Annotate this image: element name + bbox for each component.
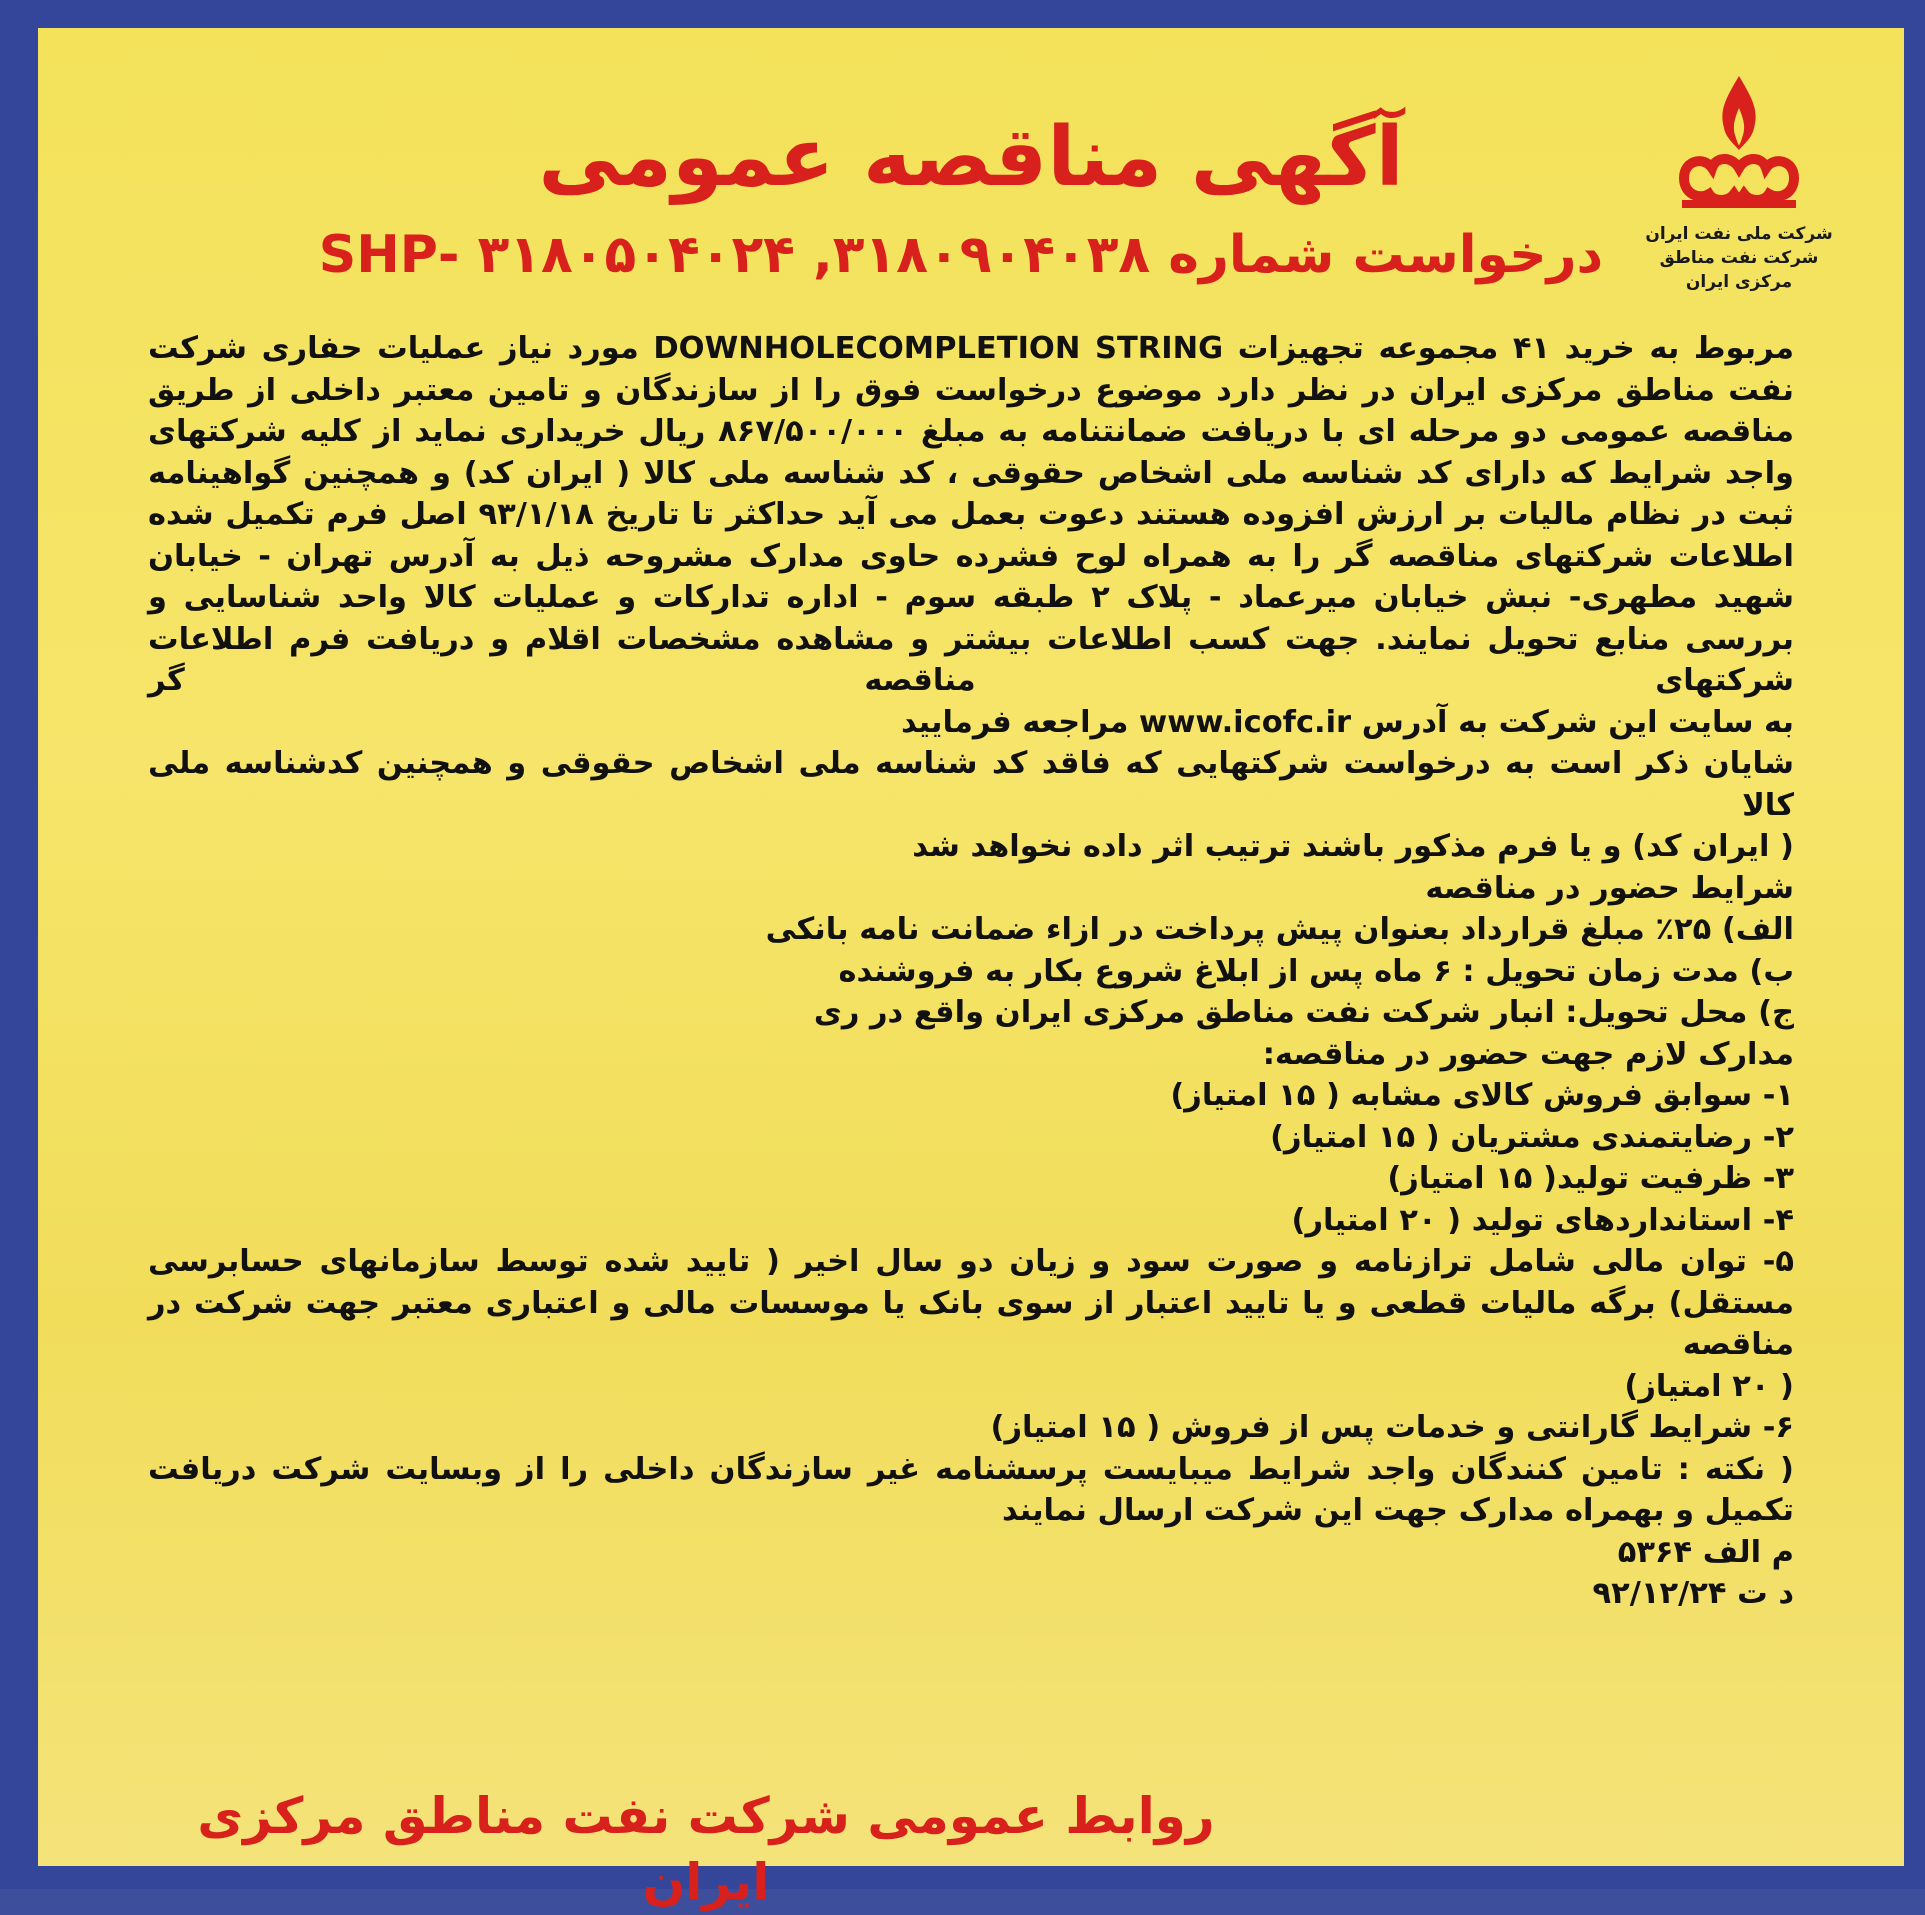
paragraph-notice-last-line: ( ایران کد) و یا فرم مذکور باشند ترتیب اثر داده نخواهد شد	[912, 829, 1794, 864]
condition-a: الف) ۲۵٪ مبلغ قرارداد بعنوان پیش پرداخت در ازاء ضمانت نامه بانکی	[765, 912, 1794, 947]
logo-line-1: شرکت ملی نفت ایران	[1645, 224, 1833, 244]
notice-title: آگهی مناقصه عمومی	[538, 110, 1404, 205]
conditions-heading: شرایط حضور در مناقصه	[1425, 870, 1794, 906]
reference-date: د ت ۹۲/۱۲/۲۴	[1592, 1576, 1794, 1611]
condition-c: ج) محل تحویل: انبار شرکت نفت مناطق مرکزی ایران واقع در ری	[813, 995, 1794, 1030]
document-item-1: ۱- سوابق فروش کالای مشابه ( ۱۵ امتیاز)	[1170, 1078, 1794, 1113]
company-logo	[1644, 68, 1834, 298]
note-text-last-line: تکمیل و بهمراه مدارک جهت این شرکت ارسال نمایند	[1002, 1493, 1794, 1528]
request-number: درخواست شماره ۳۱۸۰۹۰۴۰۳۸, ۳۱۸۰۵۰۴۰۲۴ -SHP	[318, 225, 1604, 285]
notice-paper	[38, 28, 1904, 1911]
document-item-3: ۳- ظرفیت تولید( ۱۵ امتیاز)	[1387, 1161, 1794, 1196]
note-text: ( نکته : تامین کنندگان واجد شرایط میبایست پرسشنامه غیر سازندگان داخلی را از وبسایت شرکت دریافت	[148, 1451, 1794, 1487]
paragraph-notice: شایان ذکر است به درخواست شرکتهایی که فاقد کد شناسه ملی اشخاص حقوقی و همچنین کدشناسه ملی کالا	[148, 746, 1794, 823]
document-item-2: ۲- رضایتمندی مشتریان ( ۱۵ امتیاز)	[1270, 1119, 1794, 1155]
reference-code: م الف ۵۳۶۴	[1617, 1534, 1794, 1570]
public-relations-signature: روابط عمومی شرکت نفت مناطق مرکزی ایران	[197, 1787, 1215, 1911]
notice-body	[148, 328, 1794, 1615]
document-item-5-score: ( ۲۰ امتیاز)	[1624, 1368, 1794, 1404]
nioc-flame-icon	[1664, 68, 1814, 218]
document-item-6: ۶- شرایط گارانتی و خدمات پس از فروش ( ۱۵ امتیاز)	[990, 1410, 1794, 1445]
documents-heading: مدارک لازم جهت حضور در مناقصه:	[1262, 1036, 1794, 1072]
document-item-5: ۵- توان مالی شامل ترازنامه و صورت سود و زیان دو سال اخیر ( تایید شده توسط سازمانهای حسابرسی مستقل) برگه مالیات قطعی و یا تایید اعتبار از سوی بانک یا موسسات مالی و اعتباری معتبر جهت شرکت در مناقصه	[148, 1244, 1794, 1362]
paragraph-main-last-line: به سایت این شرکت به آدرس www.icofc.ir مراجعه فرمایید	[900, 704, 1794, 740]
condition-b: ب) مدت زمان تحویل : ۶ ماه پس از ابلاغ شروع بکار به فروشنده	[838, 953, 1794, 989]
paragraph-main: مربوط به خرید ۴۱ مجموعه تجهیزات DOWNHOLECOMPLETION STRING مورد نیاز عملیات حفاری شرکت نفت مناطق مرکزی ایران در نظر دارد موضوع درخواست فوق را از سازندگان و تامین معتبر داخلی از طریق مناقصه عمومی دو مرحله ای با دریافت ضمانتنامه به مبلغ ۸۶۷/۵۰۰/۰۰۰ ریال خریداری نماید از کلیه شرکتهای واجد شرایط که دارای کد شناسه ملی اشخاص حقوقی ، کد شناسه ملی کالا ( ایران کد) و همچنین گواهینامه ثبت در نظام مالیات بر ارزش افزوده هستند دعوت بعمل می آید حداکثر تا تاریخ ۹۳/۱/۱۸ اصل فرم تکمیل شده اطلاعات شرکتهای مناقصه گر را به همراه لوح فشرده حاوی مدارک مشروحه ذیل به آدرس تهران - خیابان شهید مطهری- نبش خیابان میرعماد - پلاک ۲ طبقه سوم - اداره تدارکات و عملیات کالا واحد شناسایی و بررسی منابع تحویل نمایند. جهت کسب اطلاعات بیشتر و مشاهده مشخصات اقلام و دریافت فرم اطلاعات شرکتهای مناقصه گر	[148, 331, 1794, 698]
document-item-4: ۴- استانداردهای تولید ( ۲۰ امتیار)	[1291, 1202, 1794, 1238]
logo-line-3: مرکزی ایران	[1685, 272, 1793, 292]
logo-line-2: شرکت نفت مناطق	[1659, 248, 1819, 268]
